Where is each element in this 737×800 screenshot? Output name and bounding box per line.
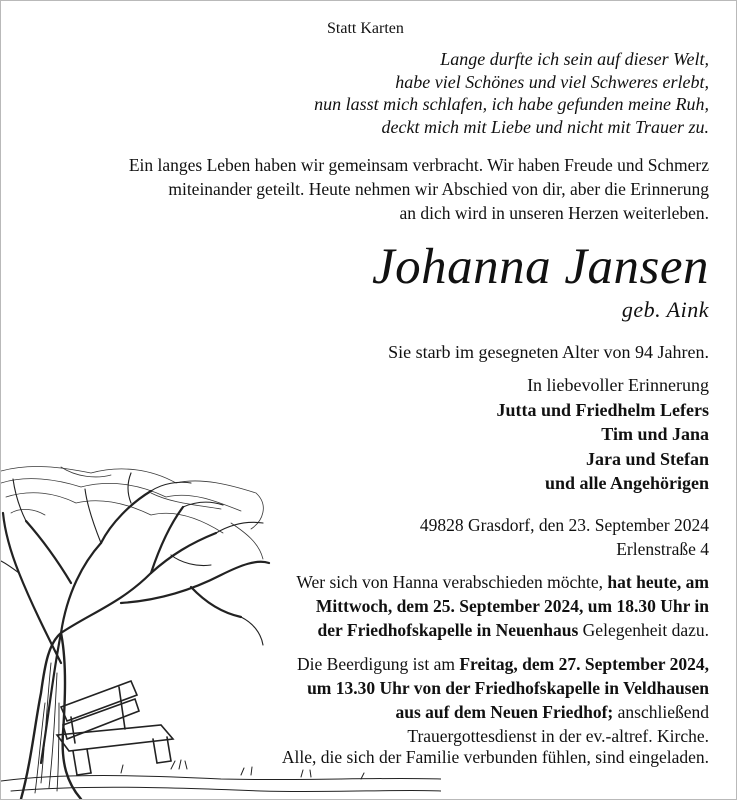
mourner-line: Tim und Jana — [601, 424, 709, 444]
funeral-bold-part: aus auf dem Neuen Friedhof; — [395, 702, 614, 722]
age-line: Sie starb im gesegneten Alter von 94 Jahren. — [388, 342, 709, 362]
deceased-name: Johanna Jansen — [371, 239, 709, 295]
poem-line: Lange durfte ich sein auf dieser Welt, — [440, 49, 709, 69]
funeral-text-part: Trauergottesdienst in der ev.-altref. Kirche. — [407, 726, 709, 746]
maiden-name: geb. Aink — [621, 297, 709, 322]
poem-line: habe viel Schönes und viel Schweres erlebt, — [395, 71, 709, 92]
poem — [314, 48, 709, 138]
mourner-line: Jara und Stefan — [585, 448, 709, 469]
funeral-info — [297, 652, 709, 748]
funeral-text-part: anschließend — [617, 702, 709, 722]
farewell-visit-info — [296, 570, 709, 642]
mourner-line: und alle Angehörigen — [544, 473, 709, 493]
closing-line: Alle, die sich der Familie verbunden fühlen, sind eingeladen. — [281, 747, 709, 767]
farewell-bold-part: hat heute, am — [607, 572, 709, 592]
place-date: 49828 Grasdorf, den 23. September 2024 — [419, 515, 709, 535]
street: Erlenstraße 4 — [616, 539, 709, 559]
prose-line: Ein langes Leben haben wir gemeinsam verbracht. Wir haben Freude und Schmerz — [128, 155, 709, 175]
prose-line: an dich wird in unseren Herzen weiterleben. — [399, 203, 709, 223]
farewell-text-part: Wer sich von Hanna verabschieden möchte, — [296, 572, 604, 592]
header-statt-karten: Statt Karten — [327, 20, 404, 37]
farewell-text-part: Gelegenheit dazu. — [582, 620, 709, 640]
address-block — [420, 513, 709, 561]
mourners-block — [497, 373, 709, 496]
farewell-text — [129, 153, 709, 225]
farewell-bold-part: Mittwoch, dem 25. September 2024, um 18.30 Uhr in — [315, 596, 709, 616]
mourners-intro: In liebevoller Erinnerung — [527, 375, 709, 395]
funeral-bold-part: Freitag, dem 27. September 2024, — [459, 654, 709, 674]
prose-line: miteinander geteilt. Heute nehmen wir Abschied von dir, aber die Erinnerung — [168, 179, 709, 199]
farewell-bold-part: der Friedhofskapelle in Neuenhaus — [317, 620, 579, 640]
funeral-bold-part: um 13.30 Uhr von der Friedhofskapelle in Veldhausen — [307, 678, 709, 698]
funeral-text-part: Die Beerdigung ist am — [297, 654, 455, 674]
mourner-line: Jutta und Friedhelm Lefers — [496, 399, 709, 420]
poem-line: deckt mich mit Liebe und nicht mit Trauer zu. — [381, 116, 709, 137]
poem-line: nun lasst mich schlafen, ich habe gefunden meine Ruh, — [314, 94, 709, 114]
